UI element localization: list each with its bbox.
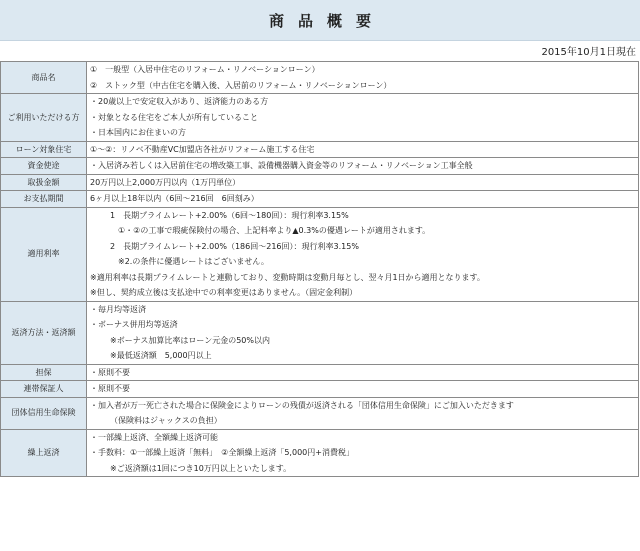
content-line: ①・②の工事で瑕疵保険付の場合、上記料率より▲0.3%の優遇レートが適用されます。 xyxy=(118,226,431,235)
content-line: 20万円以上2,000万円以内（1万円単位） xyxy=(90,177,241,187)
row-content xyxy=(87,301,639,364)
row-label: 返済方法・返済額 xyxy=(1,301,87,364)
row-interest-rate xyxy=(1,207,639,301)
row-label: 取扱金額 xyxy=(1,174,87,191)
content-line: ② ストック型（中古住宅を購入後、入居前のリフォーム・リノベーションローン） xyxy=(90,80,392,90)
row-content xyxy=(87,62,639,94)
content-line: ・手数料：①一部繰上返済「無料」 ②全額繰上返済「5,000円+消費税」 xyxy=(90,448,354,457)
row-product-name xyxy=(1,62,639,94)
page-title: 商品概要 xyxy=(268,11,385,30)
row-label: 商品名 xyxy=(1,62,87,94)
row-label: 連帯保証人 xyxy=(1,381,87,398)
row-group-life-insurance xyxy=(1,397,639,429)
as-of-date: 2015年10月1日現在 xyxy=(541,47,636,58)
content-line: ・対象となる住宅をご本人が所有していること xyxy=(90,112,258,122)
row-loan-amount xyxy=(1,174,639,191)
row-repayment-method xyxy=(1,301,639,364)
content-line: 6ヶ月以上18年以内（6回～216回 6回刻み） xyxy=(90,194,259,203)
row-label: 資金使途 xyxy=(1,158,87,175)
content-line: ・一部繰上返済、全額繰上返済可能 xyxy=(90,432,218,442)
row-fund-use xyxy=(1,158,639,175)
row-guarantor xyxy=(1,381,639,398)
content-line: ※ご返済額は1回につき10万円以上といたします。 xyxy=(110,463,292,473)
row-content xyxy=(87,94,639,142)
row-content xyxy=(87,191,639,208)
content-line: ※2.の条件に優遇レートはございません。 xyxy=(118,257,269,266)
content-line: ・ボーナス併用均等返済 xyxy=(90,320,178,329)
row-content xyxy=(87,158,639,175)
row-content xyxy=(87,141,639,158)
row-label: 繰上返済 xyxy=(1,429,87,477)
row-content xyxy=(87,397,639,429)
content-line: ・原則不要 xyxy=(90,367,130,377)
row-early-repayment xyxy=(1,429,639,477)
content-line: 1 長期プライムレート+2.00%（6回～180回）：現行利率3.15% xyxy=(110,210,349,220)
row-label: ローン対象住宅 xyxy=(1,141,87,158)
content-line: ・20歳以上で安定収入があり、返済能力のある方 xyxy=(90,97,269,106)
content-line: 2 長期プライムレート+2.00%（186回～216回）：現行利率3.15% xyxy=(110,241,359,251)
content-line: ※最低返済額 5,000円以上 xyxy=(110,351,212,360)
row-repayment-period xyxy=(1,191,639,208)
content-line: ① 一般型（入居中住宅のリフォーム・リノベーションローン） xyxy=(90,65,320,74)
row-label: 担保 xyxy=(1,364,87,381)
content-line: ・原則不要 xyxy=(90,384,130,393)
content-line: ・入居済み若しくは入居前住宅の増改築工事、設備機器購入資金等のリフォーム・リノベーション工事全般 xyxy=(90,161,473,170)
row-label: 適用利率 xyxy=(1,207,87,301)
row-label: 団体信用生命保険 xyxy=(1,397,87,429)
row-content xyxy=(87,381,639,398)
content-line: ・日本国内にお住まいの方 xyxy=(90,128,186,137)
row-content xyxy=(87,174,639,191)
product-spec-table xyxy=(0,61,639,477)
row-collateral xyxy=(1,364,639,381)
content-line: （保険料はジャックスの負担） xyxy=(110,416,222,425)
content-line: ※適用利率は長期プライムレートと連動しており、変動時期は変動月毎とし、翌々月1日から適用となります。 xyxy=(90,272,485,282)
row-content xyxy=(87,207,639,301)
content-line: ①～②：リノベ不動産VC加盟店各社がリフォーム施工する住宅 xyxy=(90,144,315,154)
content-line: ※ボーナス加算比率はローン元金の50%以内 xyxy=(110,335,271,345)
content-line: ・毎月均等返済 xyxy=(90,304,146,314)
row-eligible-applicants xyxy=(1,94,639,142)
content-line: ※但し、契約成立後は支払途中での利率変更はありません。（固定金利制） xyxy=(90,288,358,297)
row-content xyxy=(87,364,639,381)
title-banner xyxy=(0,0,640,41)
row-label: ご利用いただける方 xyxy=(1,94,87,142)
row-eligible-housing xyxy=(1,141,639,158)
row-content xyxy=(87,429,639,477)
content-line: ・加入者が万一死亡された場合に保険金によりローンの残債が返済される「団体信用生命保険」にご加入いただきます xyxy=(90,400,514,410)
row-label: お支払期間 xyxy=(1,191,87,208)
